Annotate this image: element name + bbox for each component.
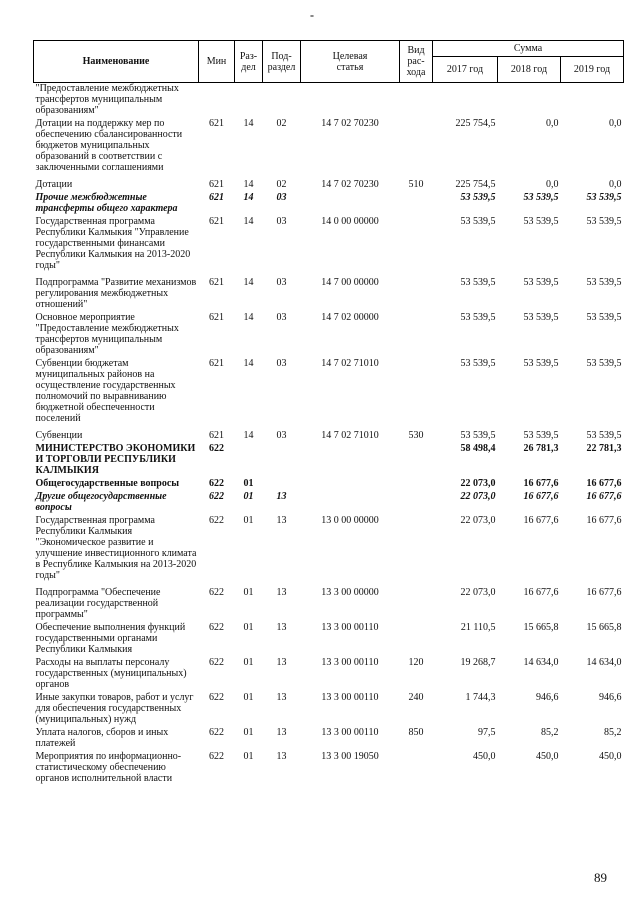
header-razdel: Раз- дел <box>235 41 263 83</box>
budget-table <box>33 40 624 786</box>
row-2018: 16 677,6 <box>523 478 559 489</box>
row-2019: 53 539,5 <box>586 430 622 441</box>
row-2017: 225 754,5 <box>455 179 496 190</box>
row-podrazdel: 13 <box>276 692 287 703</box>
table-header <box>34 41 624 83</box>
row-2018: 16 677,6 <box>523 587 559 598</box>
table-row <box>34 657 624 692</box>
row-2017: 225 754,5 <box>455 118 496 129</box>
row-podrazdel: 03 <box>276 358 287 369</box>
row-min: 622 <box>209 751 224 762</box>
row-min: 621 <box>209 118 224 129</box>
row-vid <box>400 192 433 216</box>
row-2019: 16 677,6 <box>586 587 622 598</box>
row-2017: 53 539,5 <box>460 312 496 323</box>
row-vid <box>400 312 433 358</box>
row-target <box>301 478 400 491</box>
row-razdel: 14 <box>243 216 254 227</box>
row-vid: 850 <box>408 727 424 738</box>
row-min: 622 <box>209 515 224 526</box>
row-2019: 16 677,6 <box>586 515 622 526</box>
row-name: Государственная программа Республики Калмыкия "Управление государственными финансами Республики Калмыкия на 2013-2020 годы" <box>35 216 191 271</box>
header-vid: Вид рас- хода <box>400 41 433 83</box>
table-row <box>34 83 624 119</box>
row-2018: 85,2 <box>541 727 559 738</box>
row-2018: 16 677,6 <box>523 491 559 502</box>
row-razdel: 14 <box>243 179 254 190</box>
row-min: 621 <box>209 192 224 203</box>
row-podrazdel: 03 <box>276 277 287 288</box>
row-target <box>301 192 400 216</box>
row-2017: 22 073,0 <box>460 478 496 489</box>
row-razdel: 01 <box>243 657 254 668</box>
row-2018: 0,0 <box>546 179 559 190</box>
row-2019: 85,2 <box>604 727 622 738</box>
row-vid <box>400 118 433 179</box>
row-2019 <box>561 83 624 119</box>
row-razdel: 14 <box>243 118 254 129</box>
header-2018: 2018 год <box>498 57 561 83</box>
row-target <box>301 443 400 478</box>
row-razdel: 14 <box>243 358 254 369</box>
row-razdel: 01 <box>243 751 254 762</box>
row-podrazdel: 13 <box>276 587 287 598</box>
row-2018: 450,0 <box>536 751 559 762</box>
row-name: Дотации на поддержку мер по обеспечению сбалансированности бюджетов муниципальных образований в соответствии с заключенными соглашениями <box>35 118 183 173</box>
row-2019: 53 539,5 <box>586 358 622 369</box>
row-2018: 53 539,5 <box>523 277 559 288</box>
row-2019: 22 781,3 <box>586 443 622 454</box>
row-target: 13 3 00 00110 <box>321 657 379 668</box>
row-min: 622 <box>209 587 224 598</box>
header-target: Целевая статья <box>301 41 400 83</box>
row-2019: 16 677,6 <box>586 491 622 502</box>
header-mark: - <box>310 8 314 22</box>
header-sum: Сумма <box>433 41 624 57</box>
row-vid: 240 <box>408 692 424 703</box>
row-vid <box>400 491 433 515</box>
row-min: 621 <box>209 358 224 369</box>
row-2019: 15 665,8 <box>586 622 622 633</box>
row-target: 14 7 00 00000 <box>321 277 379 288</box>
row-name: "Предоставление межбюджетных трансфертов муниципальным образованиям" <box>35 83 179 116</box>
table-row <box>34 751 624 786</box>
row-podrazdel: 13 <box>276 657 287 668</box>
row-podrazdel: 03 <box>276 216 287 227</box>
row-podrazdel: 13 <box>276 622 287 633</box>
row-2019: 14 634,0 <box>586 657 622 668</box>
row-podrazdel: 13 <box>276 727 287 738</box>
row-2017: 53 539,5 <box>460 216 496 227</box>
row-min: 622 <box>209 491 224 502</box>
row-min: 622 <box>209 622 224 633</box>
row-min: 622 <box>209 443 224 454</box>
table-row <box>34 443 624 478</box>
row-min: 622 <box>209 727 224 738</box>
row-vid: 120 <box>408 657 424 668</box>
row-razdel: 01 <box>243 478 254 489</box>
row-podrazdel: 13 <box>276 751 287 762</box>
row-2019: 0,0 <box>609 179 622 190</box>
table-body <box>34 83 624 787</box>
row-target: 14 7 02 00000 <box>321 312 379 323</box>
row-target: 13 3 00 00110 <box>321 692 379 703</box>
row-min: 621 <box>209 312 224 323</box>
row-podrazdel: 13 <box>276 491 287 502</box>
row-vid <box>400 358 433 430</box>
row-2017 <box>433 83 498 119</box>
row-min: 622 <box>209 478 224 489</box>
table-row <box>34 727 624 751</box>
table-row <box>34 430 624 443</box>
row-podrazdel: 03 <box>276 192 287 203</box>
row-2017: 53 539,5 <box>460 192 496 203</box>
row-podrazdel <box>263 83 301 119</box>
header-2019: 2019 год <box>561 57 624 83</box>
row-target: 14 7 02 70230 <box>321 118 379 129</box>
row-podrazdel: 03 <box>276 430 287 441</box>
table-row <box>34 692 624 727</box>
row-min: 621 <box>209 430 224 441</box>
row-min: 621 <box>209 179 224 190</box>
row-name: МИНИСТЕРСТВО ЭКОНОМИКИ И ТОРГОВЛИ РЕСПУБЛИКИ КАЛМЫКИЯ <box>35 443 196 476</box>
row-razdel: 14 <box>243 312 254 323</box>
row-2018: 14 634,0 <box>523 657 559 668</box>
row-target: 13 3 00 00000 <box>321 587 379 598</box>
row-razdel: 14 <box>243 277 254 288</box>
row-vid <box>400 515 433 587</box>
row-min <box>199 83 235 119</box>
row-podrazdel: 03 <box>276 312 287 323</box>
row-razdel: 14 <box>243 192 254 203</box>
row-2018 <box>498 83 561 119</box>
row-2018: 53 539,5 <box>523 192 559 203</box>
row-vid <box>400 277 433 312</box>
row-name: Подпрограмма "Развитие механизмов регулирования межбюджетных отношений" <box>35 277 197 310</box>
row-2019: 53 539,5 <box>586 216 622 227</box>
row-2019: 946,6 <box>599 692 622 703</box>
row-name: Уплата налогов, сборов и иных платежей <box>35 727 169 749</box>
row-2017: 1 744,3 <box>465 692 496 703</box>
table-row <box>34 478 624 491</box>
row-name: Общегосударственные вопросы <box>35 478 180 489</box>
page-number: 89 <box>594 870 607 885</box>
row-name: Другие общегосударственные вопросы <box>35 491 167 513</box>
row-vid <box>400 216 433 277</box>
row-2018: 26 781,3 <box>523 443 559 454</box>
table-row <box>34 622 624 657</box>
row-2018: 15 665,8 <box>523 622 559 633</box>
row-2018: 16 677,6 <box>523 515 559 526</box>
row-name: Субвенции <box>35 430 83 441</box>
row-target: 14 7 02 70230 <box>321 179 379 190</box>
row-2017: 97,5 <box>478 727 496 738</box>
row-2017: 22 073,0 <box>460 515 496 526</box>
row-razdel: 01 <box>243 587 254 598</box>
row-vid: 510 <box>408 179 424 190</box>
row-podrazdel <box>263 443 301 478</box>
table-row <box>34 491 624 515</box>
row-vid <box>400 751 433 786</box>
row-name: Основное мероприятие "Предоставление межбюджетных трансфертов муниципальным образованиям" <box>35 312 179 356</box>
row-name: Обеспечение выполнения функций государственными органами Республики Калмыкия <box>35 622 186 655</box>
row-2019: 53 539,5 <box>586 192 622 203</box>
row-target: 14 7 02 71010 <box>321 358 379 369</box>
row-podrazdel: 02 <box>276 118 287 129</box>
row-2017: 22 073,0 <box>460 587 496 598</box>
header-min: Мин <box>199 41 235 83</box>
table-row <box>34 312 624 358</box>
row-name: Субвенции бюджетам муниципальных районов на осуществление государственных полномочий по выравниванию бюджетной обеспеченности поселений <box>35 358 176 424</box>
row-name: Дотации <box>35 179 73 190</box>
row-razdel: 14 <box>243 430 254 441</box>
row-target: 13 3 00 00110 <box>321 727 379 738</box>
row-target: 13 0 00 00000 <box>321 515 379 526</box>
table-row <box>34 515 624 587</box>
row-2019: 0,0 <box>609 118 622 129</box>
row-min: 622 <box>209 657 224 668</box>
row-target <box>301 83 400 119</box>
row-2018: 946,6 <box>536 692 559 703</box>
row-min: 621 <box>209 277 224 288</box>
table-row <box>34 358 624 430</box>
row-2019: 16 677,6 <box>586 478 622 489</box>
row-2017: 53 539,5 <box>460 430 496 441</box>
row-podrazdel: 02 <box>276 179 287 190</box>
header-2017: 2017 год <box>433 57 498 83</box>
table-row <box>34 216 624 277</box>
table-row <box>34 587 624 622</box>
header-podrazdel: Под- раздел <box>263 41 301 83</box>
row-target: 14 7 02 71010 <box>321 430 379 441</box>
row-2018: 0,0 <box>546 118 559 129</box>
row-razdel: 01 <box>243 491 254 502</box>
row-razdel: 01 <box>243 622 254 633</box>
header-name: Наименование <box>34 41 199 83</box>
row-razdel <box>235 443 263 478</box>
row-razdel: 01 <box>243 727 254 738</box>
row-razdel: 01 <box>243 692 254 703</box>
row-vid: 530 <box>408 430 424 441</box>
row-2017: 21 110,5 <box>460 622 496 633</box>
row-target: 13 3 00 19050 <box>321 751 379 762</box>
row-name: Иные закупки товаров, работ и услуг для обеспечения государственных (муниципальных) нужд <box>35 692 194 725</box>
row-name: Прочие межбюджетные трансферты общего характера <box>35 192 178 214</box>
row-min: 621 <box>209 216 224 227</box>
row-vid <box>400 587 433 622</box>
row-2019: 53 539,5 <box>586 312 622 323</box>
row-2018: 53 539,5 <box>523 430 559 441</box>
row-vid <box>400 622 433 657</box>
row-2017: 53 539,5 <box>460 358 496 369</box>
row-name: Расходы на выплаты персоналу государственных (муниципальных) органов <box>35 657 187 690</box>
table-row <box>34 118 624 179</box>
row-target: 14 0 00 00000 <box>321 216 379 227</box>
row-razdel <box>235 83 263 119</box>
row-2017: 22 073,0 <box>460 491 496 502</box>
row-2018: 53 539,5 <box>523 358 559 369</box>
row-2018: 53 539,5 <box>523 312 559 323</box>
row-target: 13 3 00 00110 <box>321 622 379 633</box>
row-2017: 58 498,4 <box>460 443 496 454</box>
table-row <box>34 192 624 216</box>
row-2017: 450,0 <box>473 751 496 762</box>
row-vid <box>400 478 433 491</box>
row-2017: 53 539,5 <box>460 277 496 288</box>
row-name: Мероприятия по информационно-статистическому обеспечению органов исполнительной власти <box>35 751 182 784</box>
row-podrazdel <box>263 478 301 491</box>
row-name: Государственная программа Республики Калмыкия "Экономическое развитие и улучшение инвестиционного климата в Республике Калмыкия на 2013-2020 годы" <box>35 515 197 581</box>
row-target <box>301 491 400 515</box>
row-name: Подпрограмма "Обеспечение реализации государственной программы" <box>35 587 161 620</box>
row-2017: 19 268,7 <box>460 657 496 668</box>
row-vid <box>400 83 433 119</box>
row-2018: 53 539,5 <box>523 216 559 227</box>
row-vid <box>400 443 433 478</box>
row-2019: 450,0 <box>599 751 622 762</box>
row-min: 622 <box>209 692 224 703</box>
table-row <box>34 179 624 192</box>
row-razdel: 01 <box>243 515 254 526</box>
row-2019: 53 539,5 <box>586 277 622 288</box>
row-podrazdel: 13 <box>276 515 287 526</box>
table-row <box>34 277 624 312</box>
